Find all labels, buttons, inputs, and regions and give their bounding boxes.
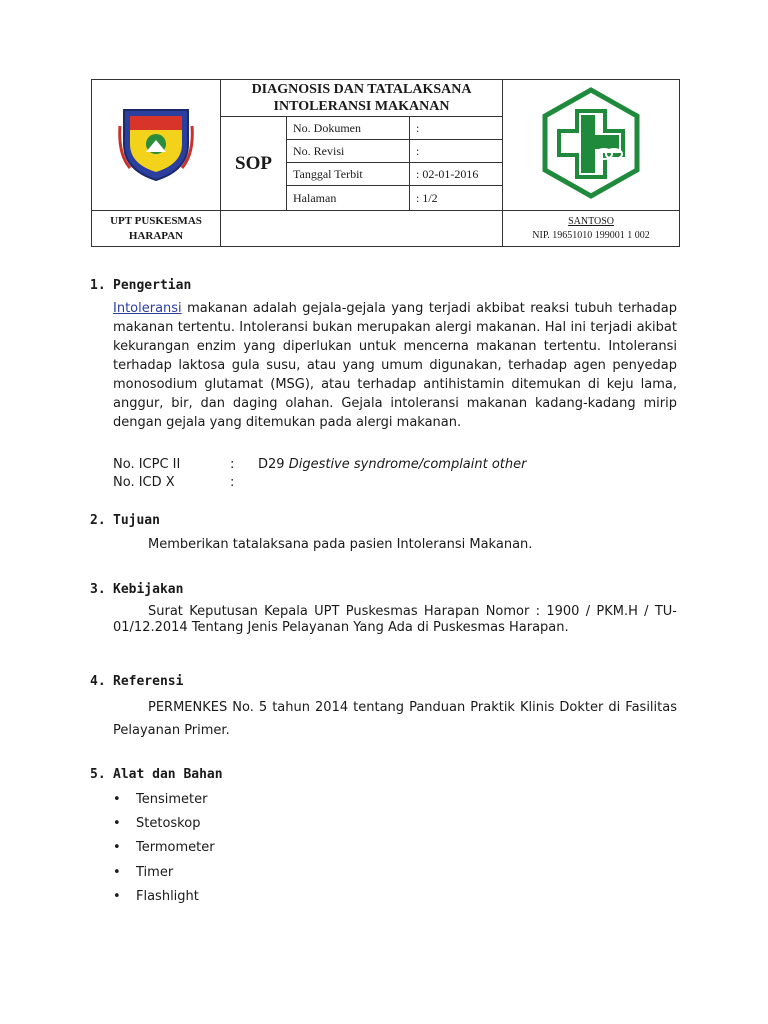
section-title: Kebijakan	[113, 582, 184, 597]
title-line-1: DIAGNOSIS DAN TATALAKSANA	[251, 82, 472, 97]
meta-label-halaman: Halaman	[287, 186, 410, 211]
section-number: 4.	[90, 674, 106, 689]
section-heading-referensi	[90, 672, 183, 691]
document-header-table	[91, 79, 680, 247]
list-item	[113, 838, 215, 857]
list-item-text: Flashlight	[136, 889, 199, 904]
icpc-sep: :	[230, 457, 235, 472]
paragraph-kebijakan: Surat Keputusan Kepala UPT Puskesmas Harapan Nomor : 1900 / PKM.H / TU-01/12.2014 Tentang Jenis Pelayanan Yang Ada di Puskesmas Harapan.	[113, 604, 677, 635]
signer-nip: NIP. 19651010 199001 1 002	[532, 229, 650, 241]
list-item-text: Termometer	[136, 840, 215, 855]
section-title: Tujuan	[113, 513, 160, 528]
icd-row	[113, 473, 258, 492]
signer-cell	[503, 211, 680, 247]
icpc-label: No. ICPC II	[113, 457, 181, 472]
bullet-icon: •	[113, 792, 121, 807]
intoleransi-link[interactable]: Intoleransi	[113, 301, 182, 316]
icpc-value	[258, 457, 527, 472]
signer-name: SANTOSO	[568, 215, 614, 227]
document-title	[221, 80, 503, 117]
section-heading-tujuan	[90, 511, 160, 530]
pengertian-text: makanan adalah gejala-gejala yang terjadi akbibat reaksi tubuh terhadap makanan tertentu. Intoleransi bukan merupakan alergi makanan. Hal ini terjadi akibat kekurangan enzim yang diperlukan untuk mencerna makanan tertentu. Intoleransi terhadap laktosa gula susu, atau yang umum digunakan, terhadap agen penyedap monosodium glutamat (MSG), atau terhadap antihistamin ditemukan di keju lama, anggur, bir, dan daging olahan. Gejala intoleransi makanan kadang-kadang mirip dengan gejala yang ditemukan pada alergi makanan.	[113, 301, 677, 430]
unit-line-2: HARAPAN	[128, 229, 184, 242]
list-item	[113, 887, 199, 906]
paragraph-pengertian	[113, 299, 677, 432]
icpc-desc: Digestive syndrome/complaint other	[288, 457, 527, 472]
section-number: 3.	[90, 582, 106, 597]
meta-value-tanggal: : 02-01-2016	[410, 163, 503, 186]
sop-label: SOP	[221, 117, 287, 211]
section-title: Alat dan Bahan	[113, 767, 223, 782]
section-number: 1.	[90, 278, 106, 293]
bullet-icon: •	[113, 816, 121, 831]
list-item-text: Stetoskop	[136, 816, 201, 831]
list-item-text: Timer	[136, 865, 174, 880]
meta-label-tanggal: Tanggal Terbit	[287, 163, 410, 186]
icd-sep: :	[230, 475, 235, 490]
unit-line-1: UPT PUSKESMAS	[110, 214, 202, 227]
icpc-code: D29	[258, 457, 285, 472]
health-cross-icon	[535, 87, 647, 199]
list-item	[113, 790, 207, 809]
health-cross-logo-cell	[503, 80, 680, 211]
section-heading-alat-bahan	[90, 765, 223, 784]
meta-value-dokumen: :	[410, 117, 503, 140]
icpc-row	[113, 455, 527, 474]
regency-logo-cell	[92, 80, 221, 211]
meta-label-revisi: No. Revisi	[287, 140, 410, 163]
blank-footer-cell	[221, 211, 503, 247]
list-item-text: Tensimeter	[136, 792, 208, 807]
section-title: Pengertian	[113, 278, 192, 293]
paragraph-referensi: PERMENKES No. 5 tahun 2014 tentang Panduan Praktik Klinis Dokter di Fasilitas Pelayanan Primer.	[113, 700, 677, 738]
meta-value-halaman: : 1/2	[410, 186, 503, 211]
icd-label: No. ICD X	[113, 475, 175, 490]
unit-name-cell	[92, 211, 221, 247]
section-title: Referensi	[113, 674, 184, 689]
section-number: 2.	[90, 513, 106, 528]
bullet-icon: •	[113, 889, 121, 904]
meta-value-revisi: :	[410, 140, 503, 163]
paragraph-tujuan: Memberikan tatalaksana pada pasien Intoleransi Makanan.	[148, 537, 533, 552]
section-number: 5.	[90, 767, 106, 782]
regency-emblem-icon	[116, 104, 196, 182]
section-heading-pengertian	[90, 276, 191, 295]
bullet-icon: •	[113, 840, 121, 855]
list-item	[113, 814, 200, 833]
list-item	[113, 863, 173, 882]
bullet-icon: •	[113, 865, 121, 880]
section-heading-kebijakan	[90, 580, 183, 599]
title-line-2: INTOLERANSI MAKANAN	[273, 99, 450, 114]
meta-label-dokumen: No. Dokumen	[287, 117, 410, 140]
